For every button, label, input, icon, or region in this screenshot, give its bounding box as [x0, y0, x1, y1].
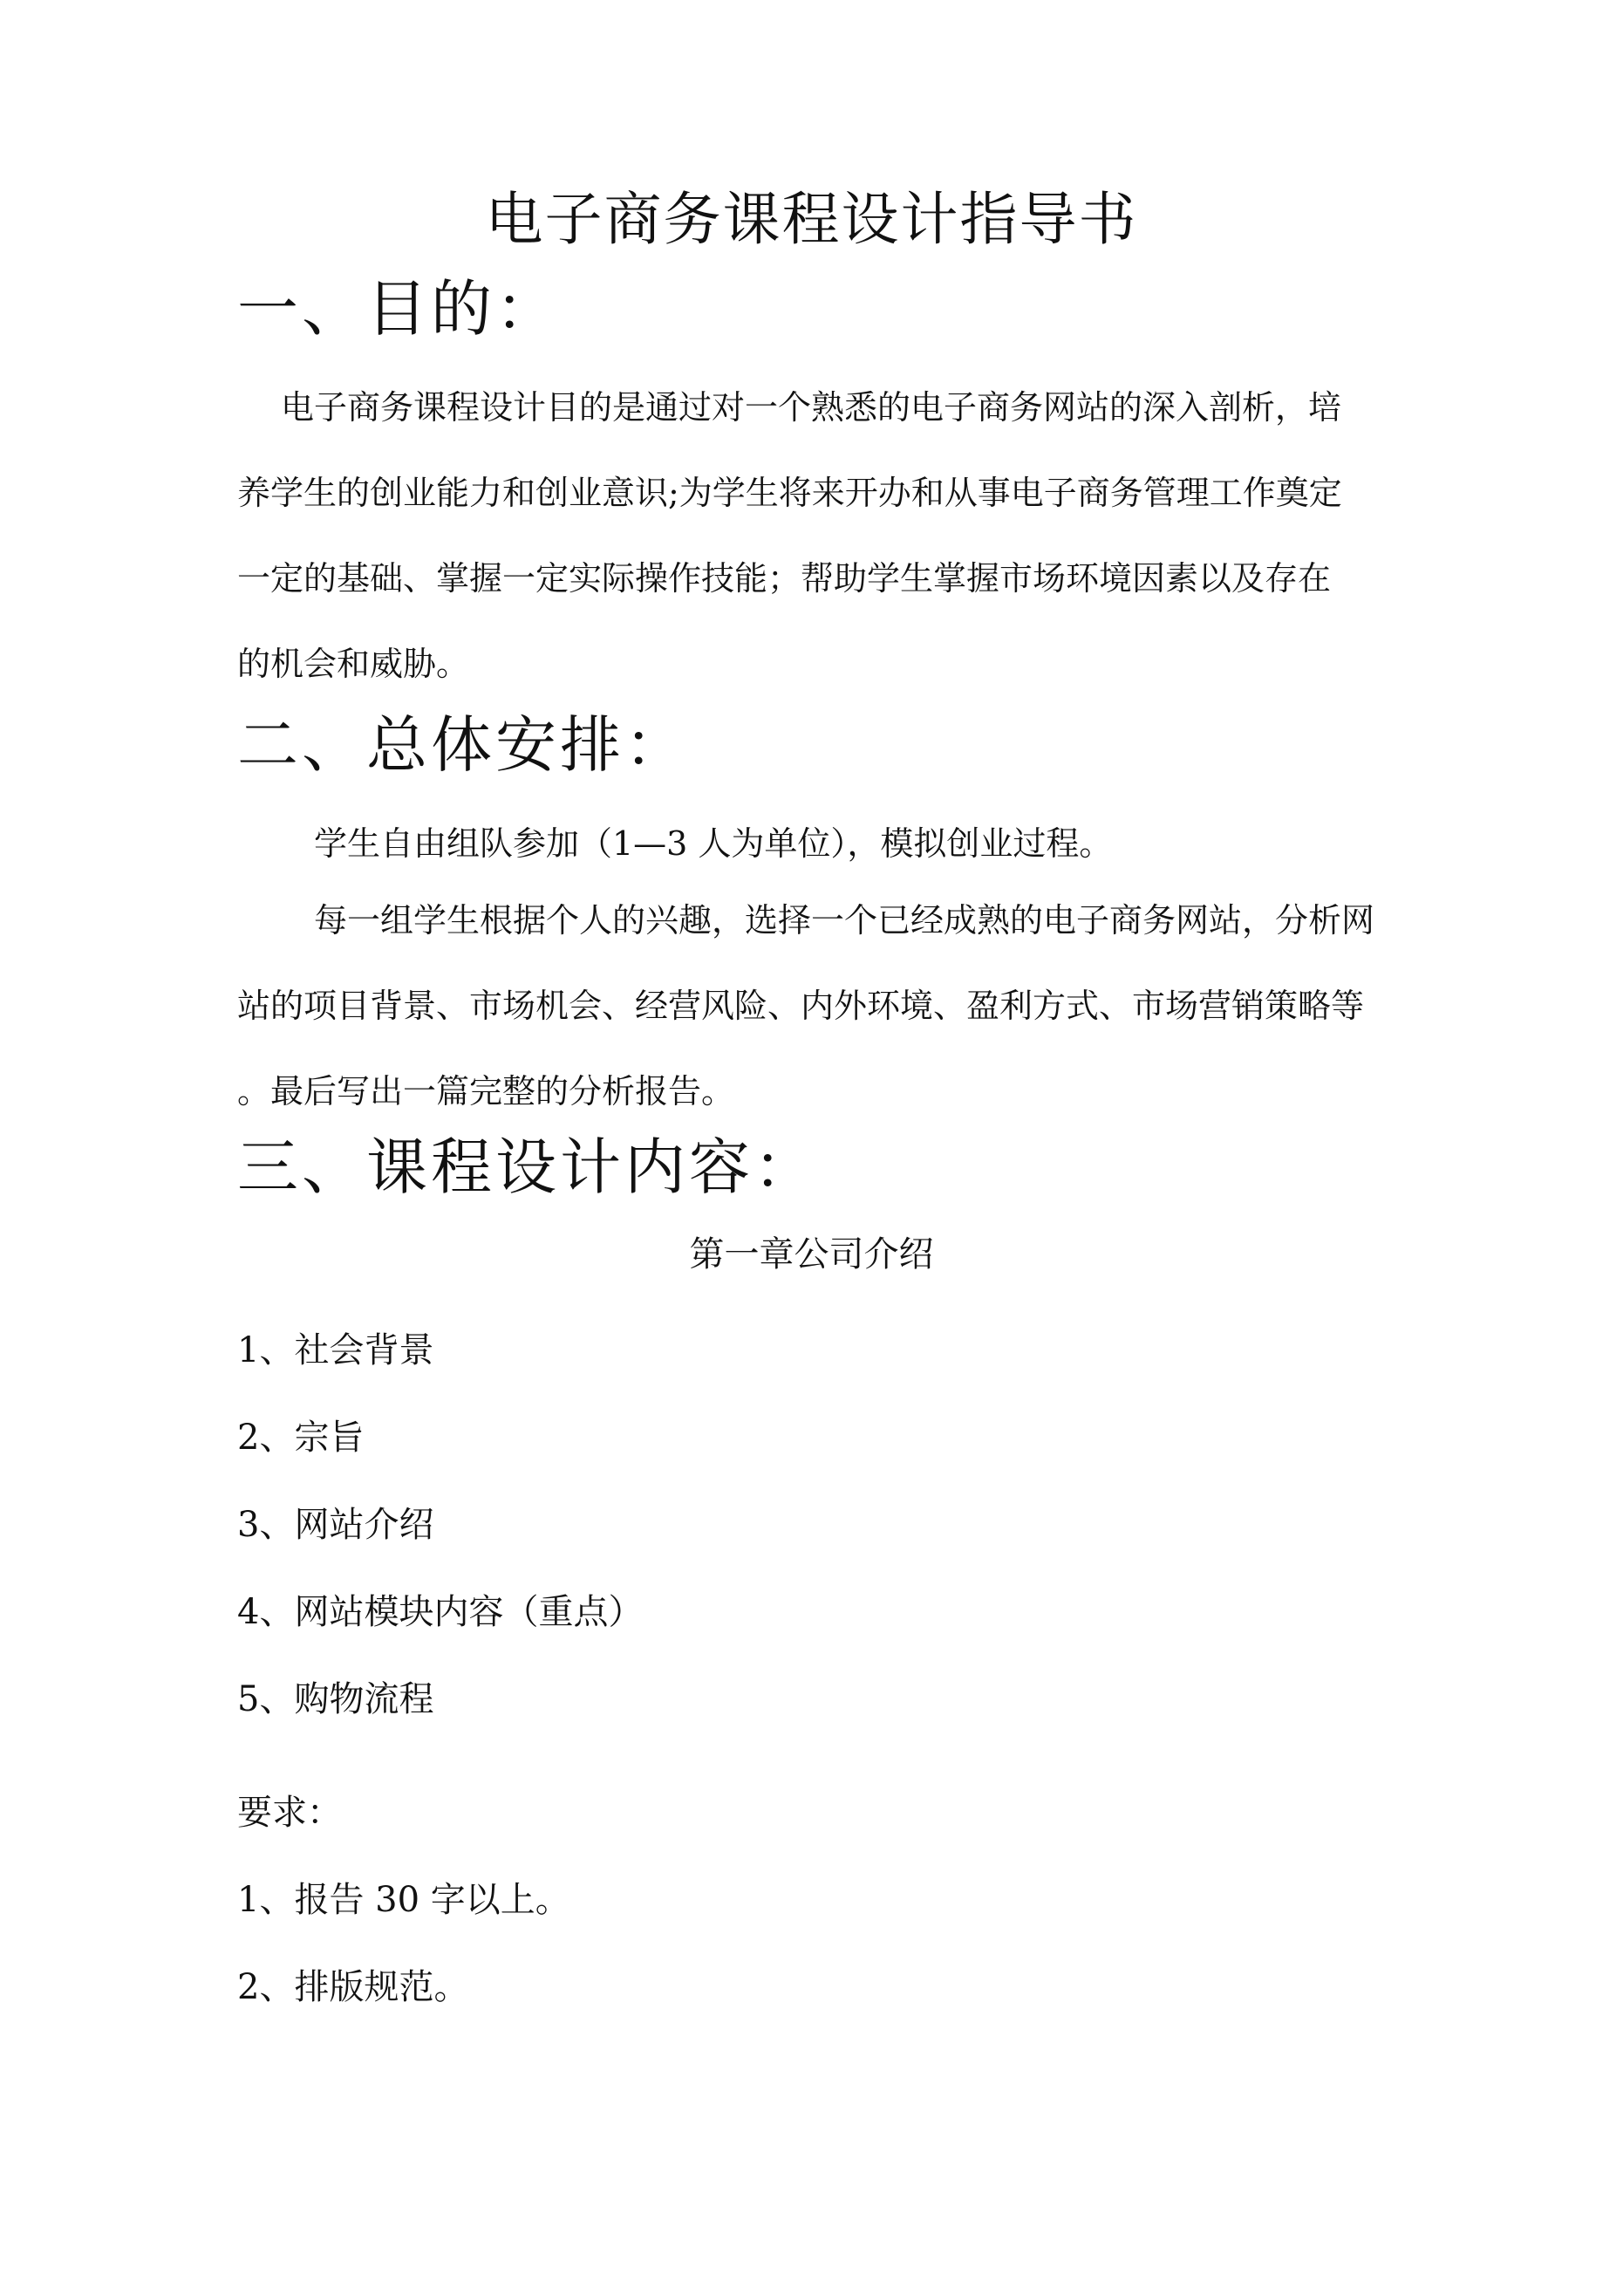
content-item-4: 4、网站模块内容（重点）	[237, 1592, 644, 1632]
purpose-line-1: 电子商务课程设计目的是通过对一个熟悉的电子商务网站的深入剖析，培	[281, 388, 1342, 427]
arrangement-line-2: 每一组学生根据个人的兴趣，选择一个已经成熟的电子商务网站，分析网	[314, 901, 1375, 940]
purpose-line-4: 的机会和威胁。	[237, 645, 470, 683]
purpose-paragraph	[237, 365, 1423, 707]
arrangement-paragraph-1	[237, 801, 1423, 886]
content-item-3: 3、网站介绍	[237, 1505, 434, 1545]
section-heading-purpose: 一、目的：	[237, 273, 560, 345]
content-item-2: 2、宗旨	[237, 1418, 365, 1458]
arrangement-paragraph-2	[237, 878, 1423, 1134]
content-item-5: 5、购物流程	[237, 1679, 434, 1719]
requirements-label: 要求：	[237, 1793, 342, 1833]
requirement-item-2: 2、排版规范。	[237, 1967, 469, 2007]
content-item-1: 1、社会背景	[237, 1330, 434, 1370]
purpose-line-3: 一定的基础、掌握一定实际操作技能；帮助学生掌握市场环境因素以及存在	[237, 559, 1332, 598]
chapter-title: 第一章公司介绍	[689, 1234, 934, 1274]
section-heading-arrangement: 二、总体安排：	[237, 709, 689, 781]
arrangement-line-1: 学生自由组队参加（1—3 人为单位），模拟创业过程。	[314, 824, 1113, 863]
arrangement-line-3: 站的项目背景、市场机会、经营风险、内外环境、盈利方式、市场营销策略等	[237, 987, 1365, 1025]
requirement-item-1: 1、报告 30 字以上。	[237, 1880, 570, 1920]
section-heading-content: 三、课程设计内容：	[237, 1131, 818, 1203]
document-title: 电子商务课程设计指导书	[485, 186, 1138, 253]
arrangement-line-4: 。最后写出一篇完整的分析报告。	[237, 1072, 735, 1110]
purpose-line-2: 养学生的创业能力和创业意识;为学生将来开办和从事电子商务管理工作奠定	[237, 474, 1342, 512]
